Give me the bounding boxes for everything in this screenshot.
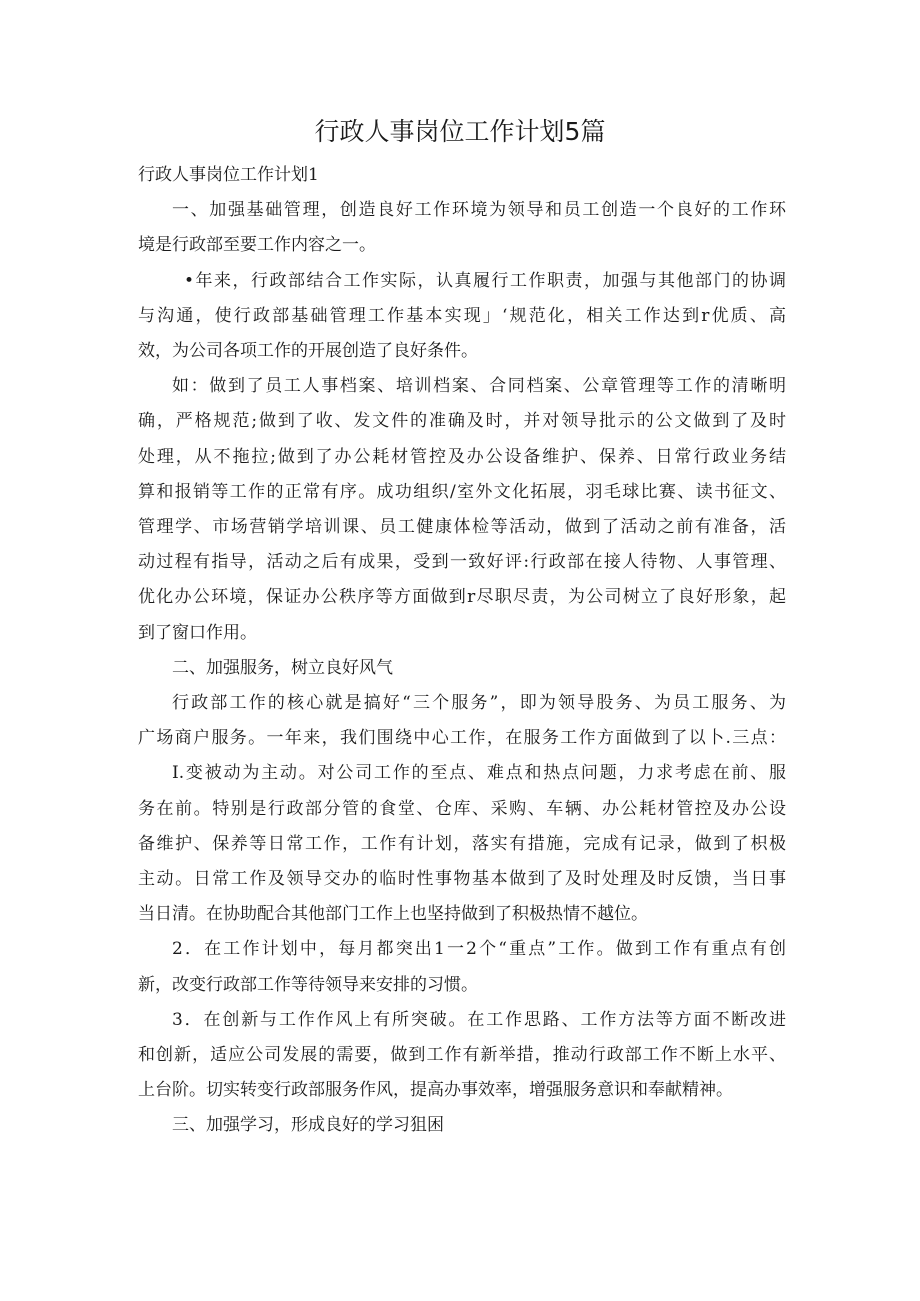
paragraph-line: 优化办公环境，保证办公秩序等方面做到r尽职尽责，为公司树立了良好形象，起 [138,587,786,608]
paragraph-line: 境是行政部至要工作内容之一。 [138,235,376,256]
document-body [138,158,786,1144]
paragraph-line: 与沟通，使行政部基础管理工作基本实现」‘规范化，相关工作达到r优质、高 [138,305,786,326]
paragraph-line: 当日清。在协助配合其他部门工作上也坚持做到了积极热情不越位。 [138,904,648,925]
paragraph-line: 处理，从不拖拉;做到了办公耗材管控及办公设备维护、保养、日常行政业务结 [138,446,786,467]
section-heading: 行政人事岗位工作计划1 [138,165,319,185]
paragraph-line: 到了窗口作用。 [138,622,257,643]
paragraph-line: 2．在工作计划中，每月都突出1一2个“重点”工作。做到工作有重点有创 [172,939,786,960]
paragraph-line: 动过程有指导，活动之后有成果，受到一致好评:行政部在接人待物、人事管理、 [138,552,786,573]
paragraph-line: 新，改变行政部工作等待领导来安排的习惯。 [138,974,478,995]
paragraph-line: 行政部工作的核心就是搞好“三个服务”，即为领导股务、为员工服务、为 [172,693,786,714]
paragraph-line: 上台阶。切实转变行政部服务作风，提高办事效率，增强服务意识和奉献精神。 [138,1080,733,1101]
paragraph-line: 效，为公司各项工作的开展创造了良好条件。 [138,341,478,362]
paragraph-line: 备维护、保养等日常工作，工作有计划，落实有措施，完成有记录，做到了枳极 [138,833,786,854]
document-title: 行政人事岗位工作计划5篇 [314,117,606,146]
paragraph-line: 广场商户服务。一年来，我们围绕中心工作，在服务工作方面做到了以卜.三点： [138,728,786,749]
paragraph-line: I.变被动为主动。对公司工作的至点、难点和热点问题，力求考虑在前、服 [172,763,786,784]
paragraph-line: 一、加强基础管理，创造良好工作环境为领导和员工创造一个良好的工作环 [172,200,786,221]
paragraph-line: 算和报销等工作的正常有序。成功组织/室外文化拓展，羽毛球比赛、读书征文、 [138,481,786,502]
paragraph-line: 和创新，适应公司发展的需要，做到工作有新举措，推动行政部工作不断上水平、 [138,1045,786,1066]
paragraph-line: •年来，行政部结合工作实际，认真履行工作职责，加强与其他部门的协调 [184,270,786,291]
paragraph-line: 确，严格规范;做到了收、发文件的准确及时，并对领导批示的公文做到了及时 [138,411,786,432]
section-heading: 三、加强学习，形成良好的学习狙困 [172,1115,444,1136]
paragraph-line: 主动。日常工作及领导交办的临时性事物基本做到了及时处理及时反馈，当日事 [138,869,786,890]
paragraph-line: 务在前。特别是行政部分管的食堂、仓库、采购、车辆、办公耗材管控及办公设 [138,798,786,819]
paragraph-line: 管理学、市场营销学培训课、员工健康体检等活动，做到了活动之前有准备，活 [138,517,786,538]
paragraph-line: 如：做到了员工人事档案、培训档案、合同档案、公章管理等工作的清晰明 [172,376,786,397]
section-heading: 二、加强服务，树立良好风气 [172,657,393,678]
paragraph-line: 3．在创新与工作作风上有所突破。在工作思路、工作方法等方面不断改进 [172,1009,786,1030]
